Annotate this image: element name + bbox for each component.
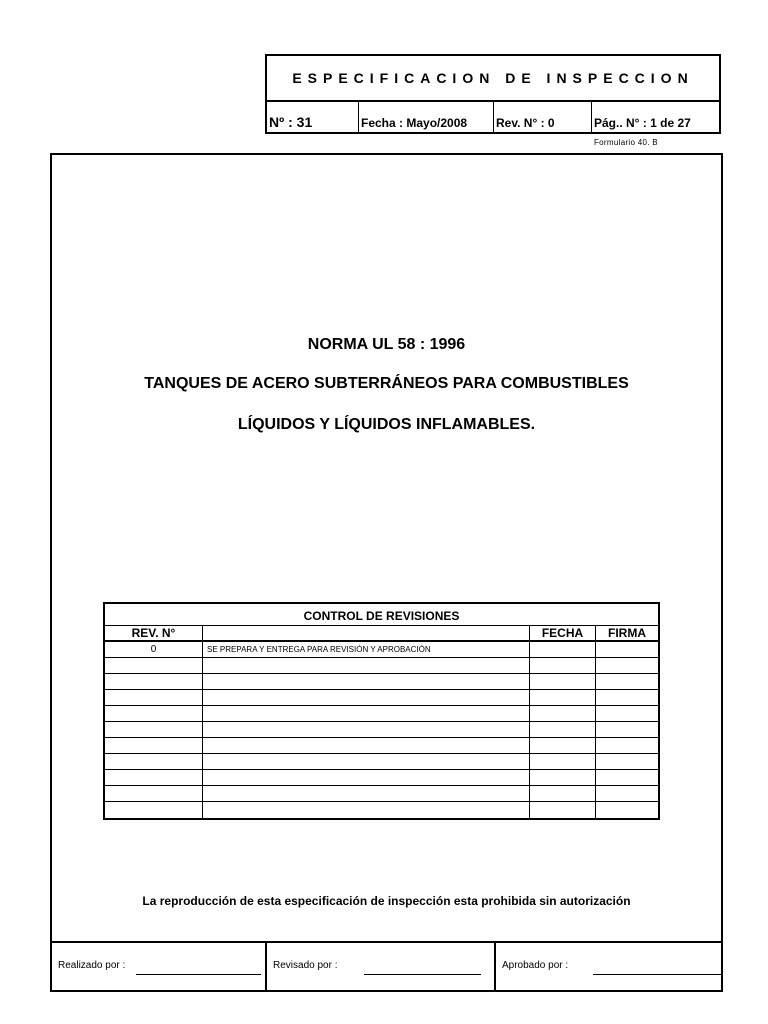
revision-row	[105, 674, 658, 690]
revision-cell	[203, 770, 530, 785]
revision-table-header	[105, 626, 658, 642]
approved-by-label: Aprobado por :	[502, 960, 569, 971]
revision-cell	[203, 786, 530, 801]
revision-row	[105, 658, 658, 674]
revision-cell	[105, 738, 203, 753]
reviewed-by-cell	[267, 943, 496, 990]
revision-cell	[596, 754, 658, 769]
revision-cell	[530, 642, 596, 657]
revision-row	[105, 802, 658, 818]
revision-cell	[596, 658, 658, 673]
signature-footer	[52, 941, 721, 990]
approved-by-signature-line[interactable]	[593, 974, 721, 975]
revision-cell	[105, 770, 203, 785]
revision-cell	[596, 690, 658, 705]
reviewed-by-label: Revisado por :	[273, 960, 338, 971]
revision-cell	[105, 706, 203, 721]
reproduction-notice: La reproducción de esta especificación de inspección esta prohibida sin autorización	[142, 894, 631, 908]
revision-cell	[203, 722, 530, 737]
made-by-signature-line[interactable]	[136, 974, 261, 975]
spec-number: Nº : 31	[267, 102, 359, 132]
revision-cell	[530, 674, 596, 689]
spec-page: Pág.. N° : 1 de 27	[594, 116, 691, 130]
revision-cell	[530, 802, 596, 818]
header-box	[265, 54, 721, 134]
revision-cell	[203, 690, 530, 705]
revision-cell	[203, 706, 530, 721]
revision-row	[105, 786, 658, 802]
revision-cell	[530, 658, 596, 673]
revision-row	[105, 738, 658, 754]
revision-cell	[596, 706, 658, 721]
revision-cell	[596, 642, 658, 657]
made-by-label: Realizado por :	[58, 960, 126, 971]
revision-cell	[596, 674, 658, 689]
revision-cell	[530, 722, 596, 737]
header-description	[203, 626, 530, 640]
revision-cell	[596, 722, 658, 737]
revision-cell	[105, 658, 203, 673]
header-rev-number: REV. N°	[105, 626, 203, 640]
document-type-title: ESPECIFICACION DE INSPECCION	[267, 56, 719, 102]
approved-by-cell	[496, 943, 721, 990]
revision-cell	[105, 802, 203, 818]
norm-title: NORMA UL 58 : 1996	[307, 336, 466, 353]
revision-cell	[530, 786, 596, 801]
revision-row	[105, 754, 658, 770]
revision-cell	[203, 738, 530, 753]
header-info-row	[267, 102, 719, 132]
revision-row	[105, 722, 658, 738]
revision-cell	[596, 786, 658, 801]
revision-row	[105, 690, 658, 706]
spec-revision: Rev. N° : 0	[494, 102, 592, 132]
document-title-line-2: LÍQUIDOS Y LÍQUIDOS INFLAMABLES.	[237, 416, 536, 433]
header-signature: FIRMA	[608, 626, 646, 640]
revision-row	[105, 770, 658, 786]
revision-cell	[530, 706, 596, 721]
document-title-line-1: TANQUES DE ACERO SUBTERRÁNEOS PARA COMBUSTIBLES	[144, 375, 629, 392]
revision-cell	[530, 770, 596, 785]
revision-row	[105, 642, 658, 658]
revision-cell	[530, 738, 596, 753]
form-code: Formulario 40. B	[594, 138, 658, 147]
revision-cell	[105, 786, 203, 801]
revision-cell	[105, 674, 203, 689]
revision-cell	[596, 802, 658, 818]
revision-cell	[105, 754, 203, 769]
revision-cell	[203, 658, 530, 673]
revision-cell: SE PREPARA Y ENTREGA PARA REVISIÓN Y APROBACIÓN	[203, 642, 530, 657]
revision-table-caption: CONTROL DE REVISIONES	[105, 604, 658, 626]
spec-date: Fecha : Mayo/2008	[359, 102, 494, 132]
revision-cell	[530, 754, 596, 769]
revision-row	[105, 706, 658, 722]
main-frame	[50, 153, 723, 992]
revision-cell	[105, 722, 203, 737]
made-by-cell	[52, 943, 267, 990]
revision-cell	[203, 802, 530, 818]
revision-cell	[530, 690, 596, 705]
revision-control-table	[103, 602, 660, 820]
revision-cell	[596, 770, 658, 785]
revision-cell	[203, 674, 530, 689]
revision-cell: 0	[105, 642, 203, 657]
reviewed-by-signature-line[interactable]	[364, 974, 481, 975]
revision-cell	[105, 690, 203, 705]
revision-cell	[596, 738, 658, 753]
revision-cell	[203, 754, 530, 769]
header-date: FECHA	[530, 626, 596, 640]
